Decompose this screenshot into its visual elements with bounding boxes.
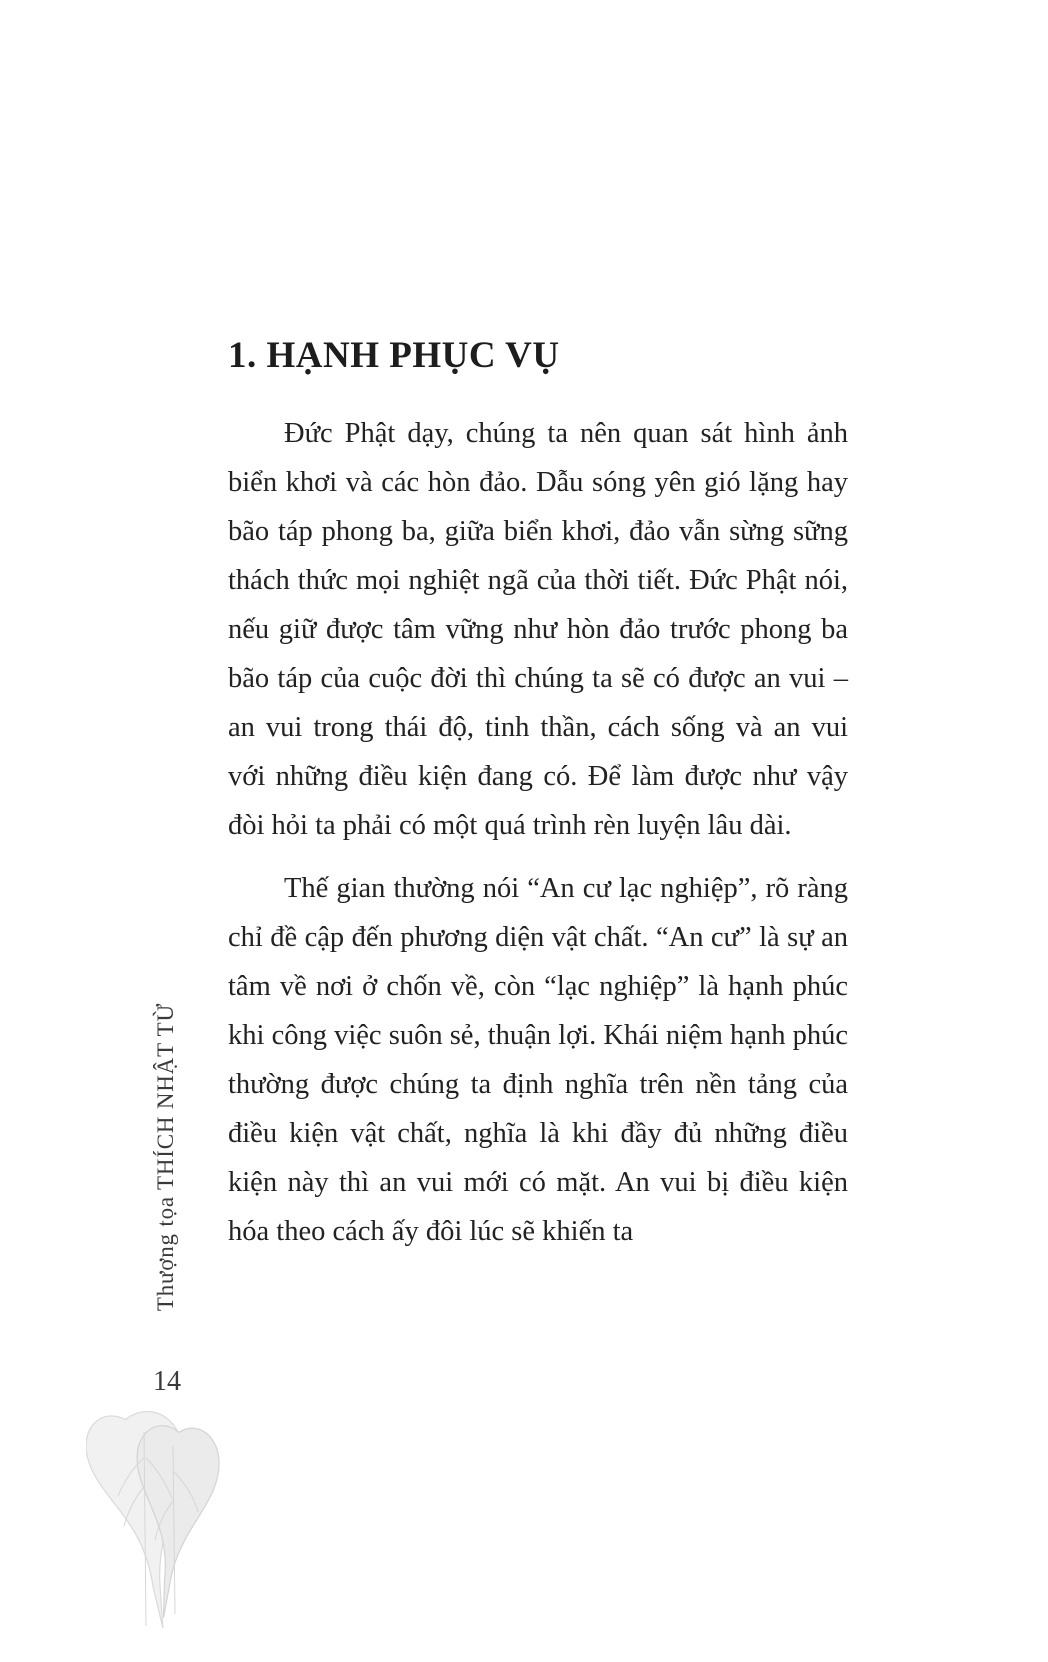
paragraph-2: Thế gian thường nói “An cư lạc nghiệp”, rõ ràng chỉ đề cập đến phương diện vật chất. “An cư” là sự an tâm về nơi ở chốn về, còn “lạc nghiệp” là hạnh phúc khi công việc suôn sẻ, thuận lợi. Khái niệm hạnh phúc thường được chúng ta định nghĩa trên nền tảng của điều kiện vật chất, nghĩa là khi đầy đủ những điều kiện này thì an vui mới có mặt. An vui bị điều kiện hóa theo cách ấy đôi lúc sẽ khiến ta — [228, 872, 848, 1247]
chapter-title: 1. HẠNH PHỤC VỤ — [228, 335, 560, 376]
page-content — [228, 336, 848, 1256]
paragraph-1: Đức Phật dạy, chúng ta nên quan sát hình ảnh biển khơi và các hòn đảo. Dẫu sóng yên gió lặng hay bão táp phong ba, giữa biển khơi, đảo vẫn sừng sững thách thức mọi nghiệt ngã của thời tiết. Đức Phật nói, nếu giữ được tâm vững như hòn đảo trước phong ba bão táp của cuộc đời thì chúng ta sẽ có được an vui – an vui trong thái độ, tinh thần, cách sống và an vui với những điều kiện đang có. Để làm được như vậy đòi hỏi ta phải có một quá trình rèn luyện lâu dài. — [228, 417, 848, 841]
page-number: 14 — [153, 1366, 181, 1397]
bodhi-leaf-watermark-icon — [86, 1388, 231, 1640]
author-spine-text: Thượng tọa THÍCH NHẬT TỪ — [153, 1002, 178, 1312]
